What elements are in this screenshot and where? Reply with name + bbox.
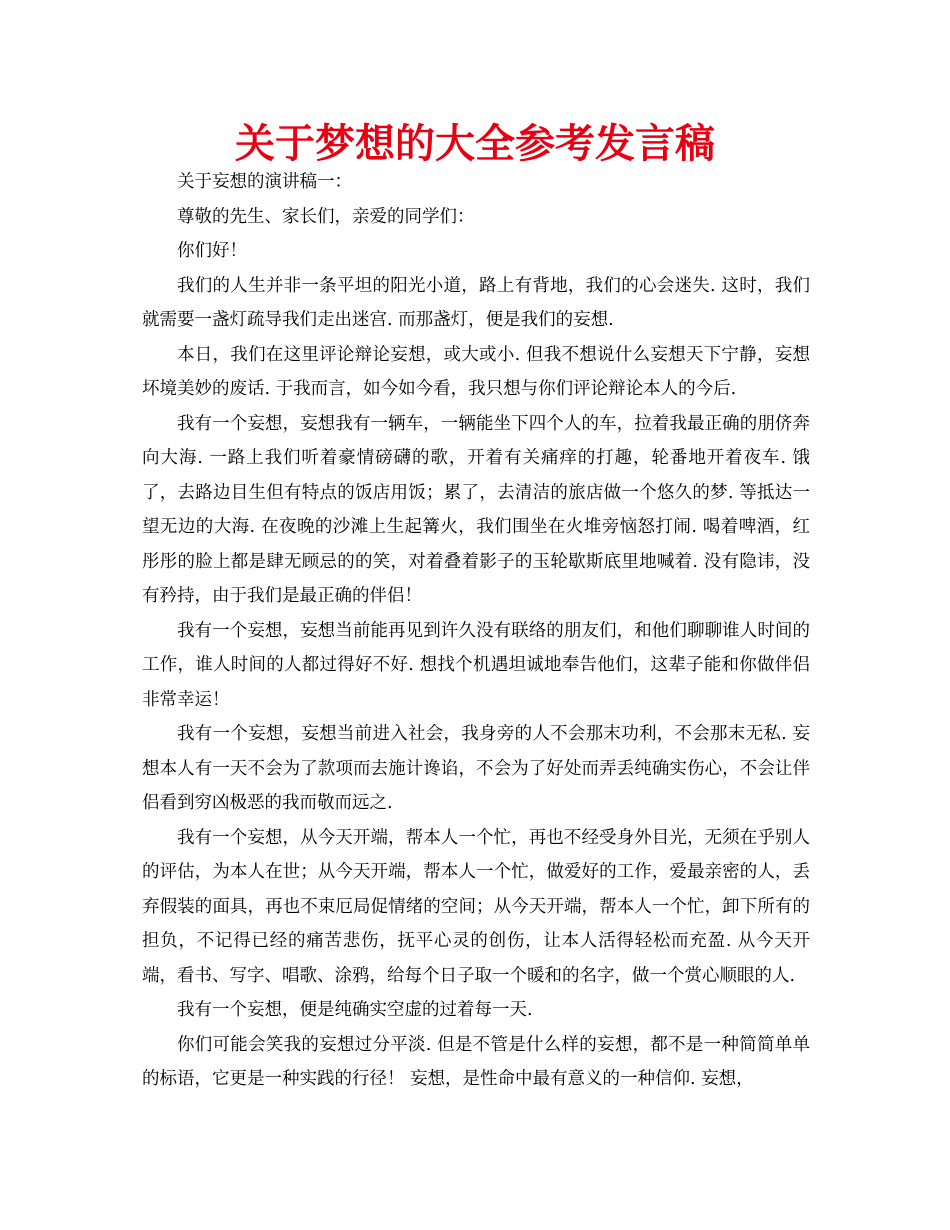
paragraph: 本日，我们在这里评论辩论妄想，或大或小. 但我不想说什么妄想天下宁静，妄想坏境美妙的废话. 于我而言，如今如今看，我只想与你们评论辩论本人的今后. — [142, 344, 810, 399]
paragraph: 我们的人生并非一条平坦的阳光小道，路上有背地，我们的心会迷失. 这时，我们就需要一盏灯疏导我们走出迷宫. 而那盏灯，便是我们的妄想. — [142, 275, 810, 330]
paragraph: 我有一个妄想，妄想我有一辆车，一辆能坐下四个人的车，拉着我最正确的朋侪奔向大海. 一路上我们听着豪情磅礴的歌，开着有关痛痒的打趣，轮番地开着夜车. 饿了，去路边目生但有特点的饭店用饭；累了，去清洁的旅店做一个悠久的梦. 等抵达一望无边的大海. 在夜晚的沙滩上生起篝火，我们围坐在火堆旁恼怒打闹. 喝着啤酒，红彤彤的脸上都是肆无顾忌的的笑，对着叠着影子的玉轮歇斯底里地喊着. 没有隐讳，没有矜持，由于我们是最正确的伴侣！ — [142, 413, 810, 606]
paragraph: 你们可能会笑我的妄想过分平淡. 但是不管是什么样的妄想，都不是一种简简单单的标语，它更是一种实践的行径！ 妄想，是性命中最有意义的一种信仰. 妄想， — [142, 1034, 810, 1089]
document-title: 关于梦想的大全参考发言稿 — [235, 121, 715, 167]
paragraph: 我有一个妄想，妄想当前能再见到许久没有联络的朋友们，和他们聊聊谁人时间的工作，谁人时间的人都过得好不好. 想找个机遇坦诚地奉告他们，这辈子能和你做伴侣非常幸运！ — [142, 620, 810, 710]
paragraph: 关于妄想的演讲稿一： — [177, 172, 352, 192]
paragraph: 尊敬的先生、家长们，亲爱的同学们： — [177, 206, 475, 227]
paragraph: 我有一个妄想，便是纯确实空虚的过着每一天. — [177, 1000, 533, 1020]
paragraph: 我有一个妄想，妄想当前进入社会，我身旁的人不会那末功利，不会那末无私. 妄想本人有一天不会为了款项而去施计谗谄，不会为了好处而弄丢纯确实伤心，不会让伴侣看到穷凶极恶的我而敬而远之. — [142, 724, 810, 813]
paragraph: 你们好！ — [177, 241, 247, 261]
paragraph: 我有一个妄想，从今天开端，帮本人一个忙，再也不经受身外目光，无须在乎别人的评估，为本人在世；从今天开端，帮本人一个忙，做爱好的工作，爱最亲密的人，丢弃假装的面具，再也不束厄局促情绪的空间；从今天开端，帮本人一个忙，卸下所有的担负，不记得已经的痛苦悲伤，抚平心灵的创伤，让本人活得轻松而充盈. 从今天开端，看书、写字、唱歌、涂鸦，给每个日子取一个暖和的名字，做一个赏心顺眼的人. — [142, 827, 810, 986]
document-body — [142, 165, 810, 1097]
